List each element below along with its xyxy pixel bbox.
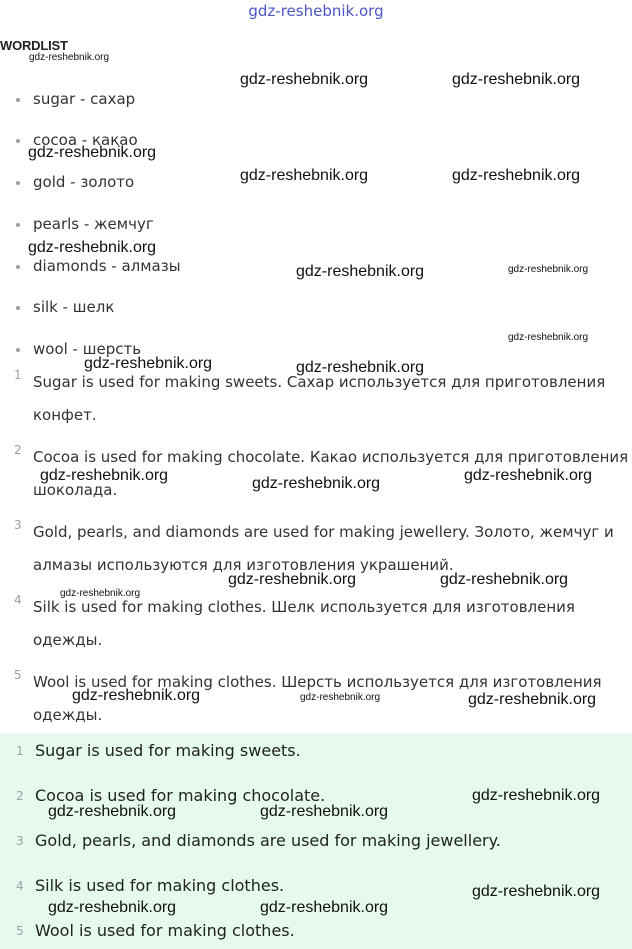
watermark: gdz-reshebnik.org: [228, 571, 357, 588]
translation-text: Wool is used for making clothes. Шерсть используется для изготовления одежды.: [33, 673, 602, 724]
translation-text: Gold, pearls, and diamonds are used for making jewellery. Золото, жемчуг и алмазы используются для изготовления украшений.: [33, 523, 614, 574]
wordlist-item-text: sugar - сахар: [33, 90, 136, 108]
watermark: gdz-reshebnik.org: [296, 263, 425, 280]
watermark: gdz-reshebnik.org: [60, 588, 141, 599]
watermark: gdz-reshebnik.org: [300, 692, 381, 703]
watermark: gdz-reshebnik.org: [464, 467, 593, 484]
item-number: 4: [16, 879, 24, 893]
answer-text: Sugar is used for making sweets.: [35, 741, 301, 760]
watermark: gdz-reshebnik.org: [240, 167, 369, 184]
answer-text: Gold, pearls, and diamonds are used for making jewellery.: [35, 831, 501, 850]
translation-text: Sugar is used for making sweets. Сахар используется для приготовления конфет.: [33, 373, 606, 424]
wordlist-title: WORDLIST: [0, 38, 68, 53]
watermark: gdz-reshebnik.org: [260, 899, 389, 916]
wordlist-item-text: gold - золото: [33, 173, 135, 191]
watermark: gdz-reshebnik.org: [452, 71, 581, 88]
item-number: 5: [16, 924, 24, 938]
item-number: 4: [14, 593, 22, 607]
wordlist-item-text: wool - шерсть: [33, 340, 142, 358]
item-number: 1: [14, 368, 22, 382]
watermark: gdz-reshebnik.org: [472, 787, 601, 804]
watermark: gdz-reshebnik.org: [508, 332, 589, 343]
bullet-dot-icon: [16, 139, 20, 143]
answer-text: Wool is used for making clothes.: [35, 921, 295, 940]
watermark: gdz-reshebnik.org: [28, 144, 157, 161]
translation-text: Silk is used for making clothes. Шелк используется для изготовления одежды.: [33, 598, 575, 649]
watermark: gdz-reshebnik.org: [84, 355, 213, 372]
wordlist-item-text: silk - шелк: [33, 298, 115, 316]
watermark: gdz-reshebnik.org: [472, 883, 601, 900]
watermark: gdz-reshebnik.org: [452, 167, 581, 184]
watermark: gdz-reshebnik.org: [468, 691, 597, 708]
watermark: gdz-reshebnik.org: [296, 359, 425, 376]
watermark: gdz-reshebnik.org: [48, 899, 177, 916]
watermark: gdz-reshebnik.org: [28, 239, 157, 256]
answer-text: Cocoa is used for making chocolate.: [35, 786, 326, 805]
watermark: gdz-reshebnik.org: [48, 803, 177, 820]
watermark: gdz-reshebnik.org: [508, 264, 589, 275]
watermark: gdz-reshebnik.org: [440, 571, 569, 588]
bullet-dot-icon: [16, 265, 20, 269]
item-number: 3: [16, 834, 24, 848]
wordlist-item-text: pearls - жемчуг: [33, 215, 154, 233]
item-number: 1: [16, 744, 24, 758]
watermark: gdz-reshebnik.org: [29, 52, 110, 63]
answer-text: Silk is used for making clothes.: [35, 876, 285, 895]
item-number: 3: [14, 518, 22, 532]
bullet-dot-icon: [16, 223, 20, 227]
watermark: gdz-reshebnik.org: [240, 71, 369, 88]
wordlist-item-text: cocoa - какао: [33, 131, 138, 149]
site-watermark-header: gdz-reshebnik.org: [248, 2, 384, 20]
item-number: 5: [14, 668, 22, 682]
item-number: 2: [16, 789, 24, 803]
bullet-dot-icon: [16, 181, 20, 185]
item-number: 2: [14, 443, 22, 457]
watermark: gdz-reshebnik.org: [260, 803, 389, 820]
bullet-dot-icon: [16, 348, 20, 352]
wordlist-item-text: diamonds - алмазы: [33, 257, 181, 275]
bullet-dot-icon: [16, 306, 20, 310]
watermark: gdz-reshebnik.org: [252, 475, 381, 492]
watermark: gdz-reshebnik.org: [72, 687, 201, 704]
watermark: gdz-reshebnik.org: [40, 467, 169, 484]
translation-text: Cocoa is used for making chocolate. Какао используется для приготовления шоколада.: [33, 448, 629, 499]
bullet-dot-icon: [16, 98, 20, 102]
